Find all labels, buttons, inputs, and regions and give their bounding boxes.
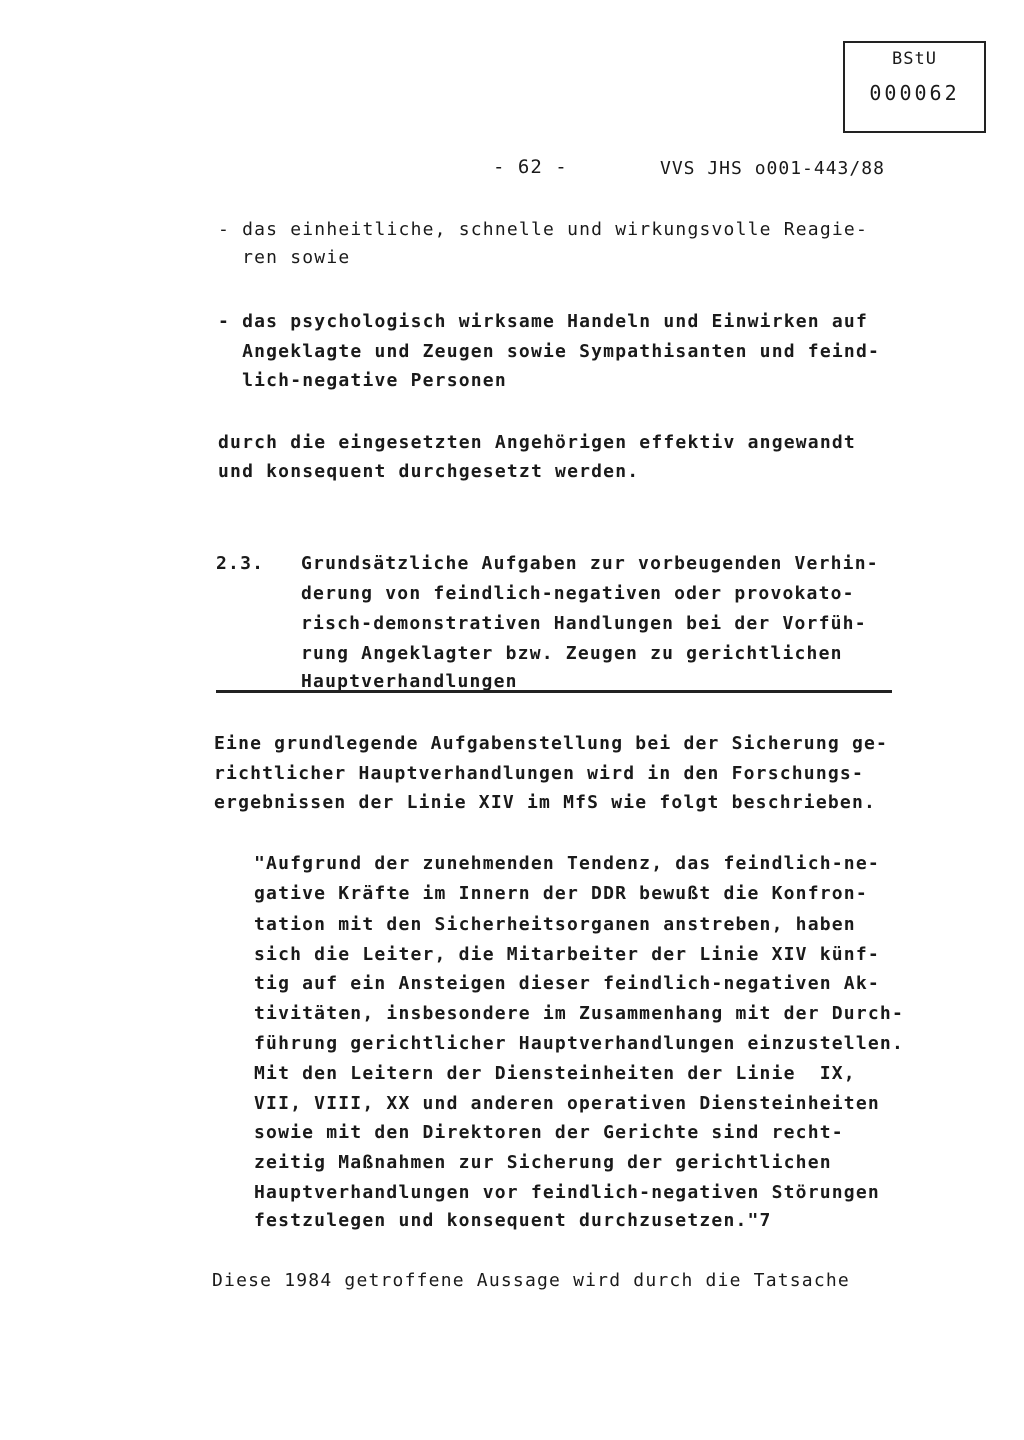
page-number: - 62 -	[493, 156, 568, 178]
section-title-line-3: risch-demonstrativen Handlungen bei der Vorfüh-	[301, 613, 867, 634]
stamp-number: 000062	[869, 81, 960, 105]
bullet-1-line-1: - das einheitliche, schnelle und wirkungsvolle Reagie-	[218, 219, 868, 240]
closing-line-2: und konsequent durchgesetzt werden.	[218, 461, 640, 482]
stamp-org: BStU	[892, 49, 937, 69]
quote-line-12: Hauptverhandlungen vor feindlich-negativen Störungen	[254, 1182, 880, 1203]
quote-line-7: führung gerichtlicher Hauptverhandlungen einzustellen.	[254, 1033, 904, 1054]
archive-stamp	[843, 41, 986, 133]
quote-line-11: zeitig Maßnahmen zur Sicherung der gerichtlichen	[254, 1152, 832, 1173]
document-reference: VVS JHS o001-443/88	[660, 158, 885, 179]
section-title-line-5: Hauptverhandlungen	[301, 671, 518, 692]
closing-line-1: durch die eingesetzten Angehörigen effektiv angewandt	[218, 432, 856, 453]
quote-line-8: Mit den Leitern der Diensteinheiten der Linie IX,	[254, 1063, 856, 1084]
quote-line-9: VII, VIII, XX und anderen operativen Diensteinheiten	[254, 1093, 880, 1114]
section-title-line-4: rung Angeklagter bzw. Zeugen zu gerichtlichen	[301, 643, 843, 664]
quote-line-10: sowie mit den Direktoren der Gerichte sind recht-	[254, 1122, 844, 1143]
bullet-1-line-2: ren sowie	[218, 247, 351, 268]
intro-line-3: ergebnissen der Linie XIV im MfS wie folgt beschrieben.	[214, 792, 877, 813]
quote-line-5: tig auf ein Ansteigen dieser feindlich-negativen Ak-	[254, 973, 880, 994]
quote-line-4: sich die Leiter, die Mitarbeiter der Linie XIV künf-	[254, 944, 880, 965]
bullet-2-line-2: Angeklagte und Zeugen sowie Sympathisanten und feind-	[218, 341, 881, 362]
quote-line-13: festzulegen und konsequent durchzusetzen."7	[254, 1210, 772, 1231]
section-title-line-2: derung von feindlich-negativen oder provokato-	[301, 583, 855, 604]
bullet-2-line-1: - das psychologisch wirksame Handeln und Einwirken auf	[218, 311, 868, 332]
section-number: 2.3.	[216, 553, 265, 574]
quote-line-3: tation mit den Sicherheitsorganen anstreben, haben	[254, 914, 856, 935]
section-underline	[216, 690, 892, 693]
section-title-line-1: Grundsätzliche Aufgaben zur vorbeugenden Verhin-	[301, 553, 879, 574]
quote-line-6: tivitäten, insbesondere im Zusammenhang mit der Durch-	[254, 1003, 904, 1024]
bullet-2-line-3: lich-negative Personen	[218, 370, 507, 391]
intro-line-1: Eine grundlegende Aufgabenstellung bei der Sicherung ge-	[214, 733, 889, 754]
final-line: Diese 1984 getroffene Aussage wird durch die Tatsache	[212, 1270, 850, 1291]
quote-line-2: gative Kräfte im Innern der DDR bewußt die Konfron-	[254, 883, 868, 904]
intro-line-2: richtlicher Hauptverhandlungen wird in den Forschungs-	[214, 763, 864, 784]
quote-line-1: "Aufgrund der zunehmenden Tendenz, das feindlich-ne-	[254, 853, 880, 874]
